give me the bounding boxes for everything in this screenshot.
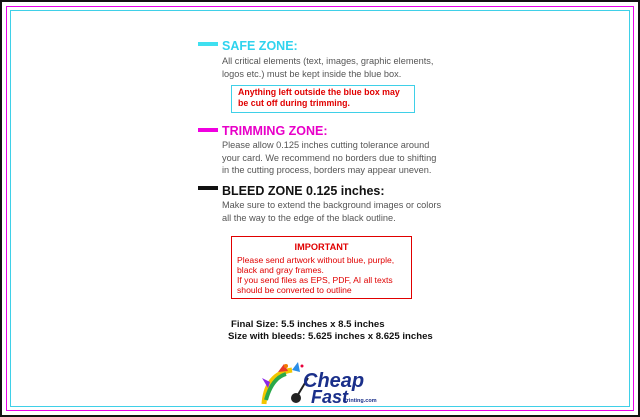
final-size: Final Size: 5.5 inches x 8.5 inches bbox=[231, 319, 385, 330]
bleed-zone-marker bbox=[198, 186, 218, 190]
trimming-zone-line: in the cutting process, borders may appear uneven. bbox=[222, 165, 432, 175]
safe-zone-title: SAFE ZONE: bbox=[222, 39, 298, 53]
trimming-zone-marker bbox=[198, 128, 218, 132]
trimming-zone-description bbox=[222, 139, 436, 177]
safe-warning-line: Anything left outside the blue box may bbox=[238, 87, 400, 97]
bleed-zone-line: all the way to the edge of the black outline. bbox=[222, 212, 396, 223]
size-with-bleeds: Size with bleeds: 5.625 inches x 8.625 inches bbox=[228, 331, 433, 342]
safe-zone-description bbox=[222, 55, 433, 80]
logo-word-cheap: Cheap bbox=[303, 370, 365, 392]
important-line: If you send files as EPS, PDF, AI all texts bbox=[237, 275, 393, 285]
important-line: Please send artwork without blue, purple, bbox=[237, 255, 395, 265]
logo-word-printing: Printing.com bbox=[343, 398, 377, 404]
safe-warning-line: be cut off during trimming. bbox=[238, 98, 350, 108]
safe-warning-text bbox=[238, 87, 400, 109]
trimming-zone-line: Please allow 0.125 inches cutting tolerance around bbox=[222, 140, 430, 150]
important-note-files bbox=[237, 275, 393, 295]
trimming-zone-line: your card. We recommend no borders due to shifting bbox=[222, 152, 437, 163]
safe-zone-line: logos etc.) must be kept inside the blue box. bbox=[222, 68, 402, 79]
important-title: IMPORTANT bbox=[294, 242, 349, 252]
important-note-artwork bbox=[237, 255, 394, 275]
safe-zone-marker bbox=[198, 42, 218, 46]
bleed-zone-title: BLEED ZONE 0.125 inches: bbox=[222, 184, 385, 198]
bleed-zone-description bbox=[222, 199, 441, 224]
trimming-zone-title: TRIMMING ZONE: bbox=[222, 124, 328, 138]
important-line: black and gray frames. bbox=[237, 265, 324, 275]
safe-zone-line: All critical elements (text, images, graphic elements, bbox=[222, 56, 434, 66]
bleed-zone-line: Make sure to extend the background images or colors bbox=[222, 200, 442, 210]
logo-word-fast: Fast bbox=[311, 387, 349, 407]
important-line: should be converted to outline bbox=[237, 285, 352, 295]
